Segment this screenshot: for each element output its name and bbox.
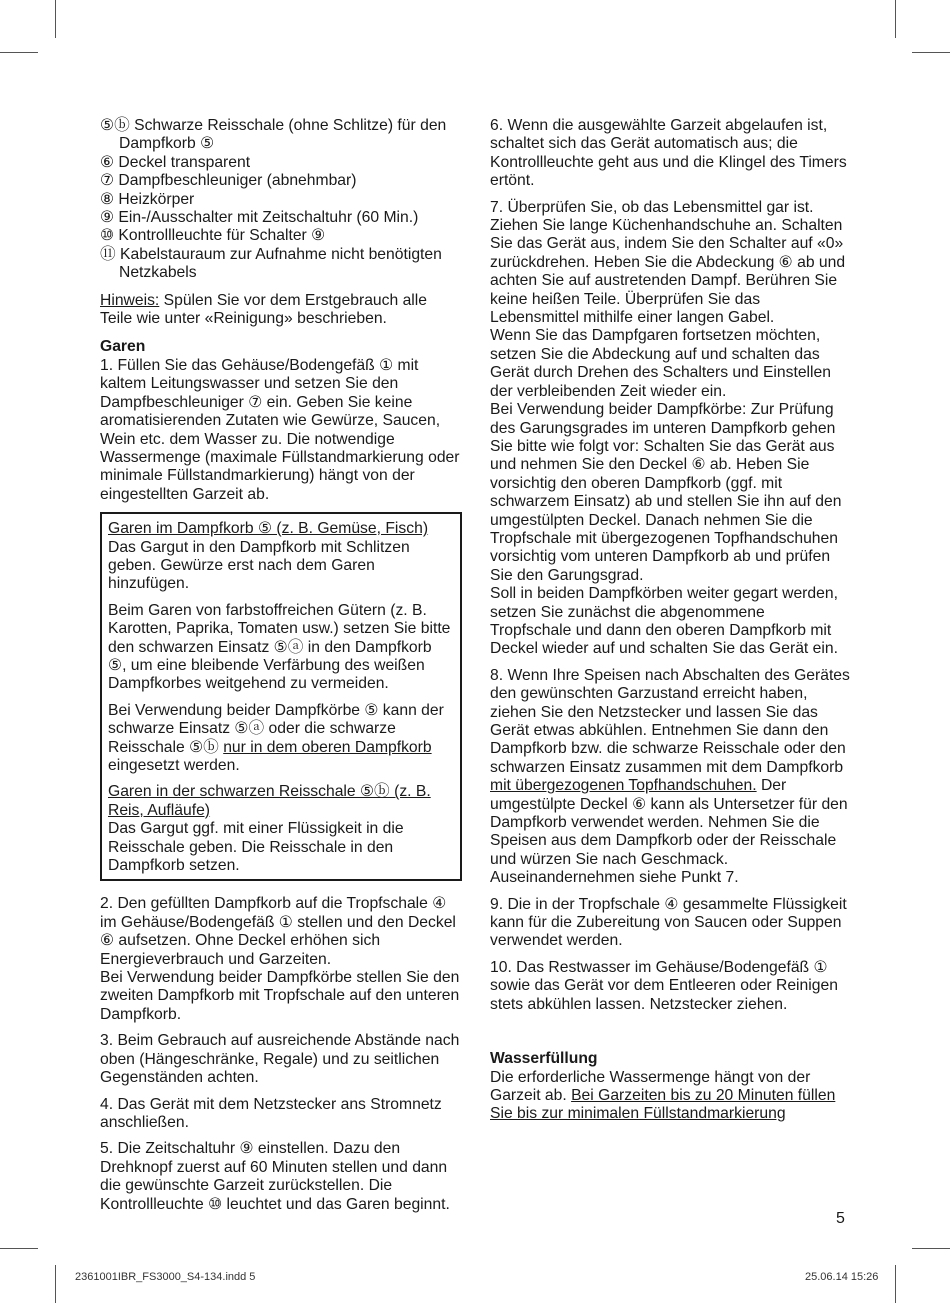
crop-mark xyxy=(55,1265,56,1303)
step-3: 3. Beim Gebrauch auf ausreichende Abstände nach oben (Hängeschränke, Regale) und zu seitlichen Gegenständen achten. xyxy=(100,1032,460,1087)
crop-mark xyxy=(895,1265,896,1303)
step-7: 7. Überprüfen Sie, ob das Lebensmittel gar ist. Ziehen Sie lange Küchenhandschuhe an. Schalten Sie das Gerät aus, indem Sie den Schalter auf «0» zurückdrehen. Heben Sie die Abdeckung ⑥ ab und achten Sie auf austretenden Dampf. Berühren Sie keine heißen Teile. Überprüfen Sie das Lebensmittel mithilfe einer langen Gabel. xyxy=(490,198,846,327)
crop-mark xyxy=(912,1248,950,1249)
right-column xyxy=(490,117,850,1132)
crop-mark xyxy=(912,52,950,53)
box-underlined-text: nur in dem oberen Dampfkorb xyxy=(223,738,432,756)
step-7-further: Soll in beiden Dampfkörben weiter gegart werden, setzen Sie zunächst die abgenommene Tropfschale und dann den oberen Dampfkorb mit Deckel wieder auf und schalten Sie das Gerät ein. xyxy=(490,585,838,658)
wasser-text: Die erforderliche Wassermenge hängt von der Garzeit ab. xyxy=(490,1068,811,1104)
crop-mark xyxy=(0,52,38,53)
step-8 xyxy=(490,667,850,888)
crop-mark xyxy=(0,1248,38,1249)
step-8-text: Der umgestülpte Deckel ⑥ kann als Untersetzer für den Dampfkorb verwendet werden. Nehmen Sie die Speisen aus dem Dampfkorb oder der Reisschale und würzen Sie nach Geschmack. Auseinandernehmen siehe Punkt 7. xyxy=(490,777,848,887)
hinweis-paragraph xyxy=(100,292,462,329)
step-4: 4. Das Gerät mit dem Netzstecker ans Stromnetz anschließen. xyxy=(100,1095,442,1131)
crop-mark xyxy=(895,0,896,38)
hinweis-label: Hinweis: xyxy=(100,291,160,309)
box-text: eingesetzt werden. xyxy=(108,757,240,774)
crop-mark xyxy=(55,0,56,38)
parts-list xyxy=(100,117,462,283)
box-text: Bei Verwendung beider Dampfkörbe ⑤ kann der schwarze Einsatz ⑤ⓐ oder die schwarze Reisschale ⑤ⓑ xyxy=(108,701,444,756)
list-item: ⑧ Heizkörper xyxy=(100,190,195,208)
list-item: ⑪ Kabelstauraum zur Aufnahme nicht benötigten Netzkabels xyxy=(100,245,442,282)
step-9: 9. Die in der Tropfschale ④ gesammelte Flüssigkeit kann für die Zubereitung von Saucen oder Suppen verwendet werden. xyxy=(490,895,847,950)
box-paragraph: Das Gargut ggf. mit einer Flüssigkeit in die Reisschale geben. Die Reisschale in den Dampfkorb setzen. xyxy=(108,820,404,875)
step-8-underlined: mit übergezogenen Topfhandschuhen. xyxy=(490,777,757,795)
box-title-dampfkorb: Garen im Dampfkorb ⑤ (z. B. Gemüse, Fisch) xyxy=(108,520,429,538)
box-paragraph: Das Gargut in den Dampfkorb mit Schlitzen geben. Gewürze erst nach dem Garen hinzufügen. xyxy=(108,538,410,593)
box-title-reisschale: Garen in der schwarzen Reisschale ⑤ⓑ (z. B. Reis, Aufläufe) xyxy=(108,783,431,819)
step-2: 2. Den gefüllten Dampfkorb auf die Tropfschale ④ im Gehäuse/Bodengefäß ① stellen und den Deckel ⑥ aufsetzen. Ohne Deckel erhöhen sich Energieverbrauch und Garzeiten. xyxy=(100,895,456,968)
box-paragraph xyxy=(108,702,454,776)
list-item: ⑩ Kontrollleuchte für Schalter ⑨ xyxy=(100,227,326,245)
step-8-text: 8. Wenn Ihre Speisen nach Abschalten des Gerätes den gewünschten Garzustand erreicht haben, ziehen Sie den Netzstecker und lassen Sie das Gerät etwas abkühlen. Entnehmen Sie dann den Dampfkorb bzw. die schwarze Reisschale oder den schwarzen Einsatz zusammen mit dem Dampfkorb xyxy=(490,666,850,776)
section-heading-wasserfuellung: Wasserfüllung xyxy=(490,1050,598,1068)
section-heading-garen: Garen xyxy=(100,338,146,356)
step-2-continued: Bei Verwendung beider Dampfkörbe stellen Sie den zweiten Dampfkorb mit Tropfschale auf den unteren Dampfkorb. xyxy=(100,969,460,1023)
step-1: 1. Füllen Sie das Gehäuse/Bodengefäß ① mit kaltem Leitungswasser und setzen Sie den Dampfbeschleuniger ⑦ ein. Geben Sie keine aromatisierenden Zutaten wie Gewürze, Saucen, Wein etc. dem Wasser zu. Die notwendige Wassermenge (maximale Füllstandmarkierung oder minimale Füllstandmarkierung) hängt von der eingestellten Garzeit ab. xyxy=(100,356,460,503)
footer-filename: 2361001IBR_FS3000_S4-134.indd 5 xyxy=(75,1271,256,1283)
wasser-paragraph xyxy=(490,1069,850,1124)
list-item: ⑤ⓑ Schwarze Reisschale (ohne Schlitze) für den Dampfkorb ⑤ xyxy=(100,117,447,153)
step-6: 6. Wenn die ausgewählte Garzeit abgelaufen ist, schaltet sich das Gerät automatisch aus; die Kontrollleuchte geht aus und die Klingel des Timers ertönt. xyxy=(490,117,847,190)
step-5: 5. Die Zeitschaltuhr ⑨ einstellen. Dazu den Drehknopf zuerst auf 60 Minuten stellen und dann die gewünschte Garzeit zurückstellen. Die Kontrollleuchte ⑩ leuchtet und das Garen beginnt. xyxy=(100,1140,450,1213)
box-paragraph: Beim Garen von farbstoffreichen Gütern (z. B. Karotten, Paprika, Tomaten usw.) setzen Sie bitte den schwarzen Einsatz ⑤ⓐ in den Dampfkorb ⑤, um eine bleibende Verfärbung des weißen Dampfkorbes weitgehend zu vermeiden. xyxy=(108,601,451,693)
step-7-both-baskets: Bei Verwendung beider Dampfkörbe: Zur Prüfung des Garungsgrades im unteren Dampfkorb gehen Sie bitte wie folgt vor: Schalten Sie das Gerät aus und nehmen Sie den Deckel ⑥ ab. Heben Sie vorsichtig den oberen Dampfkorb (ggf. mit schwarzem Einsatz) ab und stellen Sie ihn auf den umgestülpten Deckel. Danach nehmen Sie die Tropfschale mit übergezogenen Topfhandschuhen vorsichtig vom unteren Dampfkorb ab und prüfen Sie den Garungsgrad. xyxy=(490,401,842,584)
wasser-underlined: Bei Garzeiten bis zu 20 Minuten füllen Sie bis zur minimalen Füllstandmarkierung xyxy=(490,1086,836,1123)
list-item: ⑥ Deckel transparent xyxy=(100,153,251,171)
footer-datetime: 25.06.14 15:26 xyxy=(805,1271,879,1283)
step-10: 10. Das Restwasser im Gehäuse/Bodengefäß ① sowie das Gerät vor dem Entleeren oder Reinigen stets abkühlen lassen. Netzstecker ziehen. xyxy=(490,958,838,1013)
page-number: 5 xyxy=(836,1210,845,1227)
hinweis-text: Spülen Sie vor dem Erstgebrauch alle Teile wie unter «Reinigung» beschrieben. xyxy=(100,291,427,328)
left-column xyxy=(100,117,462,1222)
list-item: ⑨ Ein-/Ausschalter mit Zeitschaltuhr (60 Min.) xyxy=(100,209,419,227)
step-7-continued: Wenn Sie das Dampfgaren fortsetzen möchten, setzen Sie die Abdeckung auf und schalten das Gerät durch Drehen des Schalters und Einstellen der verbleibenden Zeit wieder ein. xyxy=(490,327,831,400)
list-item: ⑦ Dampfbeschleuniger (abnehmbar) xyxy=(100,172,357,190)
info-box xyxy=(100,512,462,881)
